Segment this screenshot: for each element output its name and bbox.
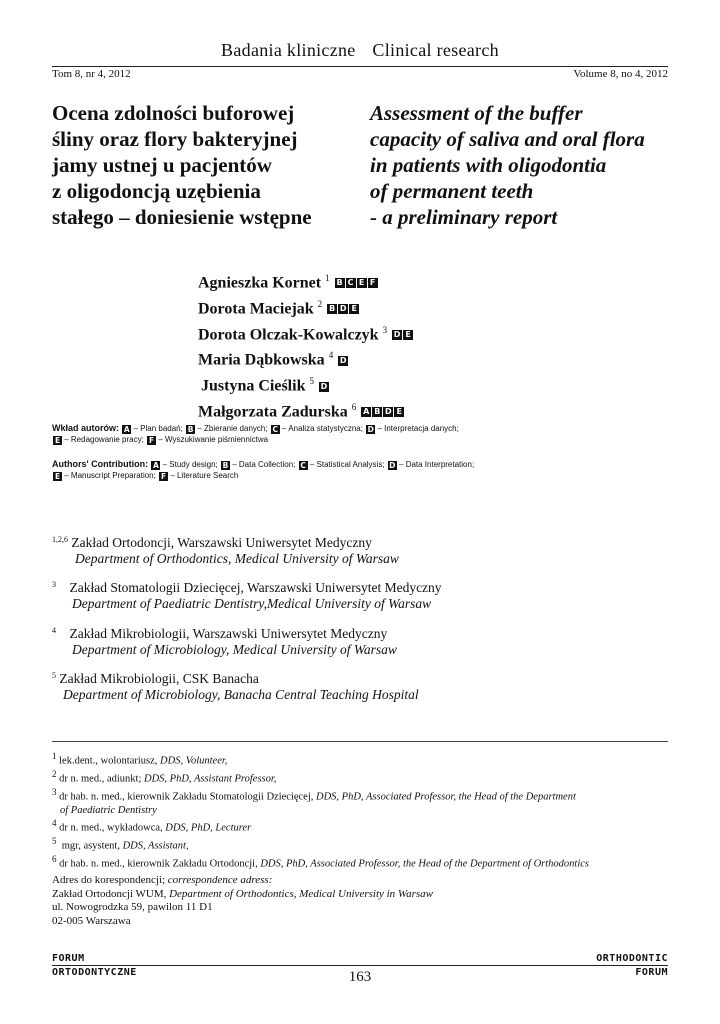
- contribution-code-badge: E: [54, 472, 61, 481]
- contribution-description: – Literature Search: [170, 471, 239, 480]
- author-name: Agnieszka Kornet: [198, 274, 322, 292]
- affiliation-en: Department of Paediatric Dentistry,Medical University of Warsaw: [72, 596, 432, 611]
- contribution-code-badge: B: [329, 304, 336, 314]
- contribution-code-badge: E: [349, 304, 359, 314]
- author-entry: [198, 320, 413, 346]
- author-name: Dorota Maciejak: [198, 300, 314, 318]
- footnote: [52, 835, 692, 853]
- contribution-description: – Statistical Analysis;: [309, 460, 385, 469]
- footnote-pl: dr n. med., adiunkt;: [59, 773, 142, 785]
- footer-divider: [52, 965, 668, 966]
- title-line: in patients with oligodontia: [370, 153, 607, 177]
- contribution-description: – Zbieranie danych;: [197, 424, 268, 433]
- footnote-en: DDS, PhD, Assistant Professor,: [144, 773, 277, 785]
- contribution-code-badge: C: [272, 425, 279, 434]
- footer-journal-en-line1: ORTHODONTIC: [596, 953, 668, 964]
- contribution-code-badge: D: [339, 304, 347, 314]
- contribution-description: – Wyszukiwanie piśmiennictwa: [158, 435, 269, 444]
- contribution-code-badge: F: [149, 436, 155, 445]
- contribution-code-badge: E: [54, 436, 61, 445]
- contribution-code-badge: C: [346, 278, 356, 288]
- correspondence-address: [52, 874, 433, 928]
- contribution-code-badge: E: [403, 330, 413, 340]
- contribution-description: – Analiza statystyczna;: [282, 424, 363, 433]
- author-name: Małgorzata Zadurska: [198, 403, 348, 421]
- section-label-en: Clinical research: [372, 40, 499, 60]
- contribution-code-badge: A: [152, 461, 159, 470]
- footer-journal-en-line2: FORUM: [635, 967, 668, 978]
- footnote-continuation: [52, 804, 692, 817]
- contribution-code-badge: D: [339, 355, 347, 365]
- correspondence-label-pl: Adres do korespondencji;: [52, 874, 166, 886]
- contribution-code-badge: D: [367, 425, 374, 434]
- header-divider: [52, 66, 668, 67]
- contribution-code-badge: B: [222, 461, 229, 470]
- title-line: śliny oraz flory bakteryjnej: [52, 127, 298, 151]
- footnote-en: DDS, Volunteer,: [160, 755, 228, 767]
- footnote-pl: dr hab. n. med., kierownik Zakładu Ortodoncji,: [59, 858, 258, 870]
- contribution-description: – Study design;: [162, 460, 218, 469]
- contribution-code-badge: E: [357, 278, 367, 288]
- contribution-code-badge: D: [320, 381, 328, 391]
- author-entry: [198, 268, 413, 294]
- contribution-legend-label: Authors' Contribution:: [52, 459, 149, 469]
- author-affiliation-sup: 1: [325, 273, 330, 283]
- article-title-pl: [52, 100, 357, 230]
- footer-journal-pl-line1: FORUM: [52, 953, 85, 964]
- article-title-en: [370, 100, 675, 230]
- footnote-divider: [52, 741, 668, 742]
- footnote-en: DDS, Assistant,: [122, 840, 189, 852]
- affiliation-pl: Zakład Stomatologii Dziecięcej, Warszawski Uniwersytet Medyczny: [69, 580, 442, 595]
- contribution-code-badge: B: [374, 407, 381, 417]
- title-line: of permanent teeth: [370, 179, 534, 203]
- affiliation-entry: [52, 623, 672, 658]
- title-line: jamy ustnej u pacjentów: [52, 153, 272, 177]
- contribution-description: – Data Interpretation;: [399, 460, 475, 469]
- footnote-pl: dr n. med., wykładowca,: [59, 822, 163, 834]
- footnote-sup: 4: [52, 818, 57, 829]
- footnote-sup: 1: [52, 751, 57, 761]
- footnotes: [52, 750, 692, 871]
- author-entry: [198, 345, 413, 371]
- author-affiliation-sup: 3: [382, 324, 388, 335]
- author-affiliation-sup: 5: [309, 376, 314, 387]
- footnote-en: of Paediatric Dentistry: [60, 804, 157, 816]
- contribution-legend-label: Wkład autorów:: [52, 423, 119, 433]
- author-name: Justyna Cieślik: [201, 377, 306, 395]
- affiliation-en: Department of Microbiology, Medical University of Warsaw: [72, 642, 397, 657]
- correspondence-city: 02-005 Warszawa: [52, 914, 131, 927]
- affiliation-sup: 4: [52, 626, 56, 635]
- footnote-en: DDS, PhD, Associated Professor, the Head of the Department of Orthodontics: [260, 858, 590, 870]
- page-number: 163: [348, 969, 372, 985]
- footnote-sup: 5: [52, 836, 57, 847]
- contribution-code-badge: A: [363, 407, 370, 417]
- footnote-sup: 2: [52, 768, 57, 779]
- affiliation-entry: [52, 577, 672, 612]
- contribution-description: – Data Collection;: [232, 460, 296, 469]
- footnote-en: DDS, PhD, Lecturer: [165, 822, 252, 834]
- contribution-description: – Manuscript Preparation;: [64, 471, 156, 480]
- contribution-code-badge: C: [300, 461, 306, 470]
- contribution-code-badge: B: [187, 425, 194, 434]
- volume-info-pl: Tom 8, nr 4, 2012: [52, 68, 131, 80]
- contribution-description: – Redagowanie pracy;: [64, 435, 144, 444]
- affiliation-sup: 3: [52, 580, 56, 589]
- author-contribution-legend-en: [52, 459, 672, 481]
- author-affiliation-sup: 2: [317, 298, 323, 309]
- affiliation-en: Department of Orthodontics, Medical University of Warsaw: [75, 551, 399, 566]
- contribution-code-badge: D: [389, 461, 396, 470]
- author-list: [198, 268, 413, 423]
- author-affiliation-sup: 6: [351, 402, 357, 413]
- footnote: [52, 817, 692, 835]
- affiliation-pl: Zakład Ortodoncji, Warszawski Uniwersytet Medyczny: [71, 535, 372, 550]
- author-affiliation-sup: 4: [328, 350, 334, 361]
- volume-info-en: Volume 8, no 4, 2012: [573, 68, 668, 80]
- footnote-pl: lek.dent., wolontariusz,: [59, 755, 158, 767]
- author-entry: [198, 294, 413, 320]
- footnote: [52, 786, 692, 804]
- footnote-sup: 6: [52, 853, 57, 864]
- affiliation-pl: Zakład Mikrobiologii, CSK Banacha: [59, 671, 259, 686]
- affiliation-pl: Zakład Mikrobiologii, Warszawski Uniwersytet Medyczny: [69, 626, 388, 641]
- contribution-code-badge: F: [161, 472, 167, 481]
- affiliation-entry: [52, 668, 672, 703]
- footnote-pl: mgr, asystent,: [61, 840, 120, 852]
- title-line: Ocena zdolności buforowej: [52, 101, 295, 125]
- footnote-sup: 3: [52, 786, 57, 797]
- title-line: capacity of saliva and oral flora: [370, 127, 645, 151]
- footnote-pl: dr hab. n. med., kierownik Zakładu Stomatologii Dziecięcej,: [59, 791, 314, 803]
- affiliation-en: Department of Microbiology, Banacha Central Teaching Hospital: [63, 687, 419, 702]
- author-name: Maria Dąbkowska: [198, 351, 325, 369]
- title-line: Assessment of the buffer: [370, 101, 583, 125]
- author-entry: [198, 371, 413, 397]
- footnote: [52, 768, 692, 786]
- title-line: stałego – doniesienie wstępne: [52, 205, 312, 229]
- footnote-en: DDS, PhD, Associated Professor, the Head of the Department: [316, 791, 576, 803]
- affiliation-entry: [52, 532, 672, 567]
- contribution-description: – Plan badań;: [133, 424, 183, 433]
- journal-section-header: [0, 40, 720, 61]
- contribution-code-badge: A: [123, 425, 130, 434]
- correspondence-street: ul. Nowogrodzka 59, pawilon 11 D1: [52, 901, 213, 913]
- correspondence-label-en: correspondence adress:: [167, 874, 273, 886]
- title-line: - a preliminary report: [370, 205, 558, 229]
- contribution-code-badge: D: [384, 407, 392, 417]
- affiliation-sup: 5: [52, 671, 56, 680]
- title-line: z oligodoncją uzębienia: [52, 179, 261, 203]
- contribution-description: – Interpretacja danych;: [377, 424, 459, 433]
- correspondence-institution-pl: Zakład Ortodoncji WUM,: [52, 887, 167, 900]
- section-label-pl: Badania kliniczne: [221, 40, 356, 60]
- contribution-code-badge: D: [393, 329, 401, 339]
- contribution-code-badge: B: [336, 278, 343, 288]
- footnote: [52, 853, 692, 871]
- contribution-code-badge: F: [368, 278, 378, 288]
- footnote: [52, 750, 692, 768]
- author-contribution-legend-pl: [52, 423, 672, 445]
- author-name: Dorota Olczak-Kowalczyk: [198, 325, 379, 343]
- author-entry: [198, 397, 413, 423]
- footer-journal-pl-line2: ORTODONTYCZNE: [52, 967, 137, 978]
- contribution-code-badge: E: [394, 407, 404, 417]
- affiliation-sup: 1,2,6: [52, 535, 68, 544]
- correspondence-institution-en: Department of Orthodontics, Medical University in Warsaw: [169, 887, 433, 900]
